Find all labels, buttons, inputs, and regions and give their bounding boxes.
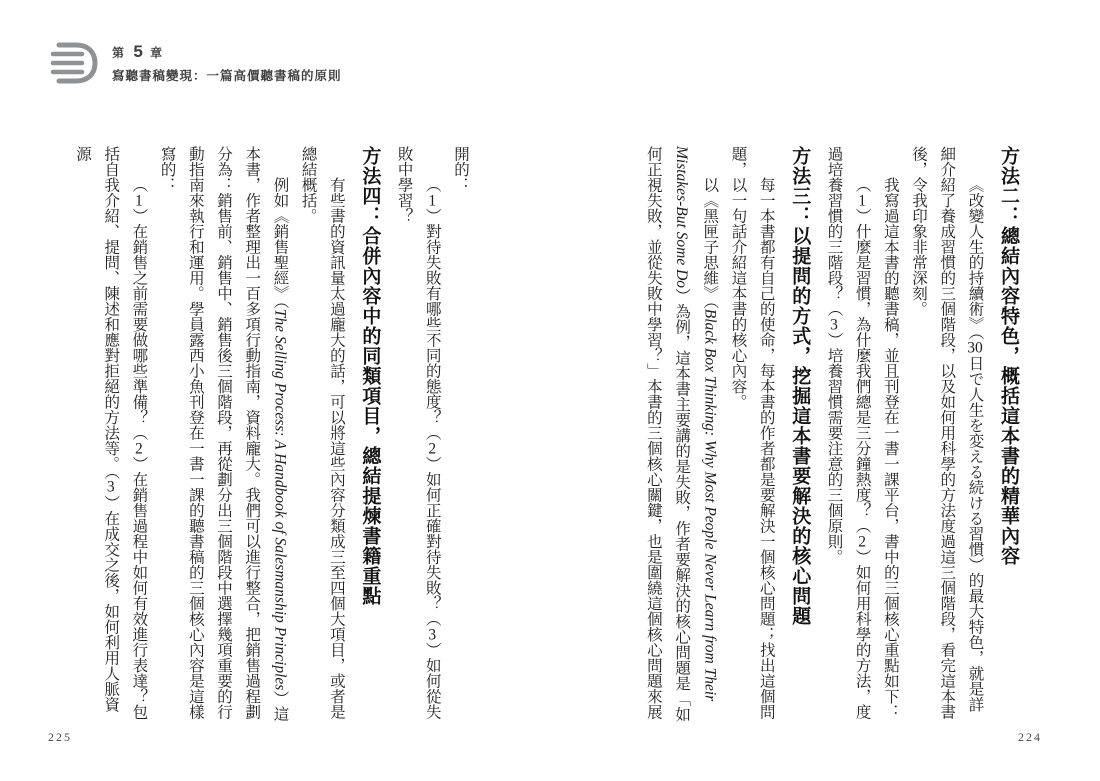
page-number-right: 224 (1018, 730, 1042, 744)
page-number-left: 225 (48, 730, 72, 744)
paragraph: 《改變人生的持續術》（30日で人生を変える続ける習慣）的最大特色，就是詳細介紹了養成習慣的三個階段，以及如何用科學的方法度過這三個階段，看完這本書後，令我印象非常深刻。 (910, 146, 984, 720)
chapter-number-label: 第 5 章 (112, 42, 165, 61)
chapter-text-block (112, 42, 342, 84)
paragraph: （1）在銷售之前需要做哪些準備？（2）在銷售過程中如何有效進行表達？包括自我介紹、提問、陳述和應對拒絕的方法等。（3）在成交之後，如何利用人脈資源 (74, 146, 148, 720)
book-pages-icon (46, 40, 100, 86)
chapter-title: 寫聽書稿變現：一篇高價聽書稿的原則 (112, 69, 342, 83)
chapter-header (46, 40, 342, 86)
paragraph: 以《黑匣子思維》（Black Box Thinking: Why Most People Never Learn from Their Mistakes-But Some Do）為例，這本書主要講的是失敗，作者要解決的核心問題是「如何正視失敗，並從失敗中學習？」本書的三個核心關鍵，也是圍繞這個核心問題來展 (644, 146, 719, 723)
paragraph: 我寫過這本書的聽書稿，並且刊登在一書一課平台，書中的三個核心重點如下： (881, 177, 899, 720)
section-heading: 方法三：以提問的方式，挖掘這本書要解決的核心問題 (789, 146, 811, 626)
paragraph: 例如《銷售聖經》（The Selling Process: A Handbook of Salesmanship Principles）這本書，作者整理出一百多項行動指南，資料龐大。我們可以進行整合，把銷售過程劃分為：銷售前、銷售中、銷售後三個階段，再從劃分出三個階段中選擇幾項重要的行動指南來執行和運用。學員露西小魚刊登在一書一課的聽書稿的三個核心內容是這樣寫的： (158, 146, 289, 722)
paragraph: 每一本書都有自己的使命，每本書的作者都是要解決一個核心問題；找出這個問題，以一句話介紹這本書的核心內容。 (729, 146, 775, 720)
paragraph: 開的： (452, 146, 469, 193)
section-heading: 方法四：合併內容中的同類項目，總結提煉書籍重點 (359, 146, 381, 606)
paragraph: （1）對待失敗有哪些不同的態度？（2）如何正確對待失敗？（3）如何從失敗中學習？ (395, 146, 441, 720)
paragraph: 有些書的資訊量太過龐大的話，可以將這些內容分類成三至四個大項目，或者是總結概括。 (299, 146, 345, 720)
section-heading: 方法二：總結內容特色，概括這本書的精華內容 (998, 146, 1019, 566)
page-right-content (608, 146, 1028, 724)
paragraph: （1）什麼是習慣，為什麼我們總是三分鐘熱度？（2）如何用科學的方法，度過培養習慣的三階段？（3）培養習慣需要注意的三個原則。 (825, 146, 871, 720)
page-left-content (74, 146, 474, 724)
